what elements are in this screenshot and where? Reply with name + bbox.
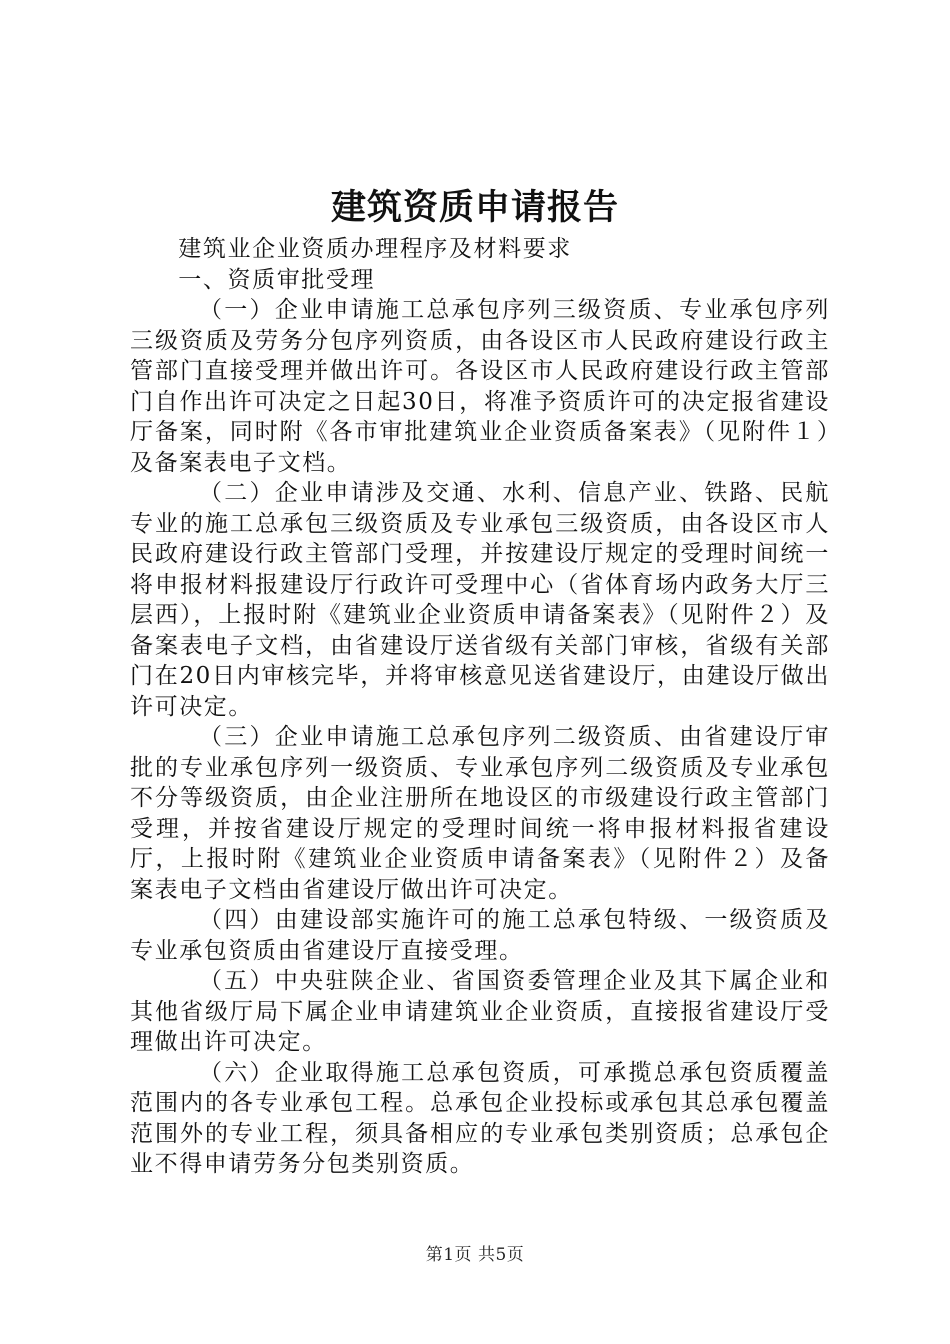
document-body	[130, 234, 830, 1180]
document-subtitle: 建筑业企业资质办理程序及材料要求	[178, 236, 572, 262]
paragraph-3: （三）企业申请施工总承包序列二级资质、由省建设厅审批的专业承包序列一级资质、专业承包序列二级资质及专业承包不分等级资质，由企业注册所在地设区的市级建设行政主管部门受理，并按省建设厅规定的受理时间统一将申报材料报省建设厅，上报时附《建筑业企业资质申请备案表》（见附件２）及备案表电子文档由省建设厅做出许可决定。	[130, 724, 830, 903]
section-heading: 一、资质审批受理	[178, 266, 376, 293]
document-title: 建筑资质申请报告	[330, 187, 619, 228]
paragraph-6: （六）企业取得施工总承包资质，可承揽总承包资质覆盖范围内的各专业承包工程。总承包企业投标或承包其总承包覆盖范围外的专业工程，须具备相应的专业承包类别资质；总承包企业不得申请劳务分包类别资质。	[130, 1059, 830, 1177]
paragraph-2: （二）企业申请涉及交通、水利、信息产业、铁路、民航专业的施工总承包三级资质及专业承包三级资质，由各设区市人民政府建设行政主管部门受理，并按建设厅规定的受理时间统一将申报材料报建设厅行政许可受理中心（省体育场内政务大厅三层西），上报时附《建筑业企业资质申请备案表》（见附件２）及备案表电子文档，由省建设厅送省级有关部门审核，省级有关部门在20日内审核完毕，并将审核意见送省建设厅，由建设厅做出许可决定。	[130, 480, 830, 720]
paragraph-4: （四）由建设部实施许可的施工总承包特级、一级资质及专业承包资质由省建设厅直接受理。	[130, 907, 830, 964]
paragraph-5: （五）中央驻陕企业、省国资委管理企业及其下属企业和其他省级厅局下属企业申请建筑业企业资质，直接报省建设厅受理做出许可决定。	[130, 968, 830, 1055]
page-number-footer: 第1页 共5页	[425, 1245, 525, 1265]
paragraph-1: （一）企业申请施工总承包序列三级资质、专业承包序列三级资质及劳务分包序列资质，由各设区市人民政府建设行政主管部门直接受理并做出许可。各设区市人民政府建设行政主管部门自作出许可决定之日起30日，将准予资质许可的决定报省建设厅备案，同时附《各市审批建筑业企业资质备案表》（见附件１）及备案表电子文档。	[130, 297, 830, 476]
